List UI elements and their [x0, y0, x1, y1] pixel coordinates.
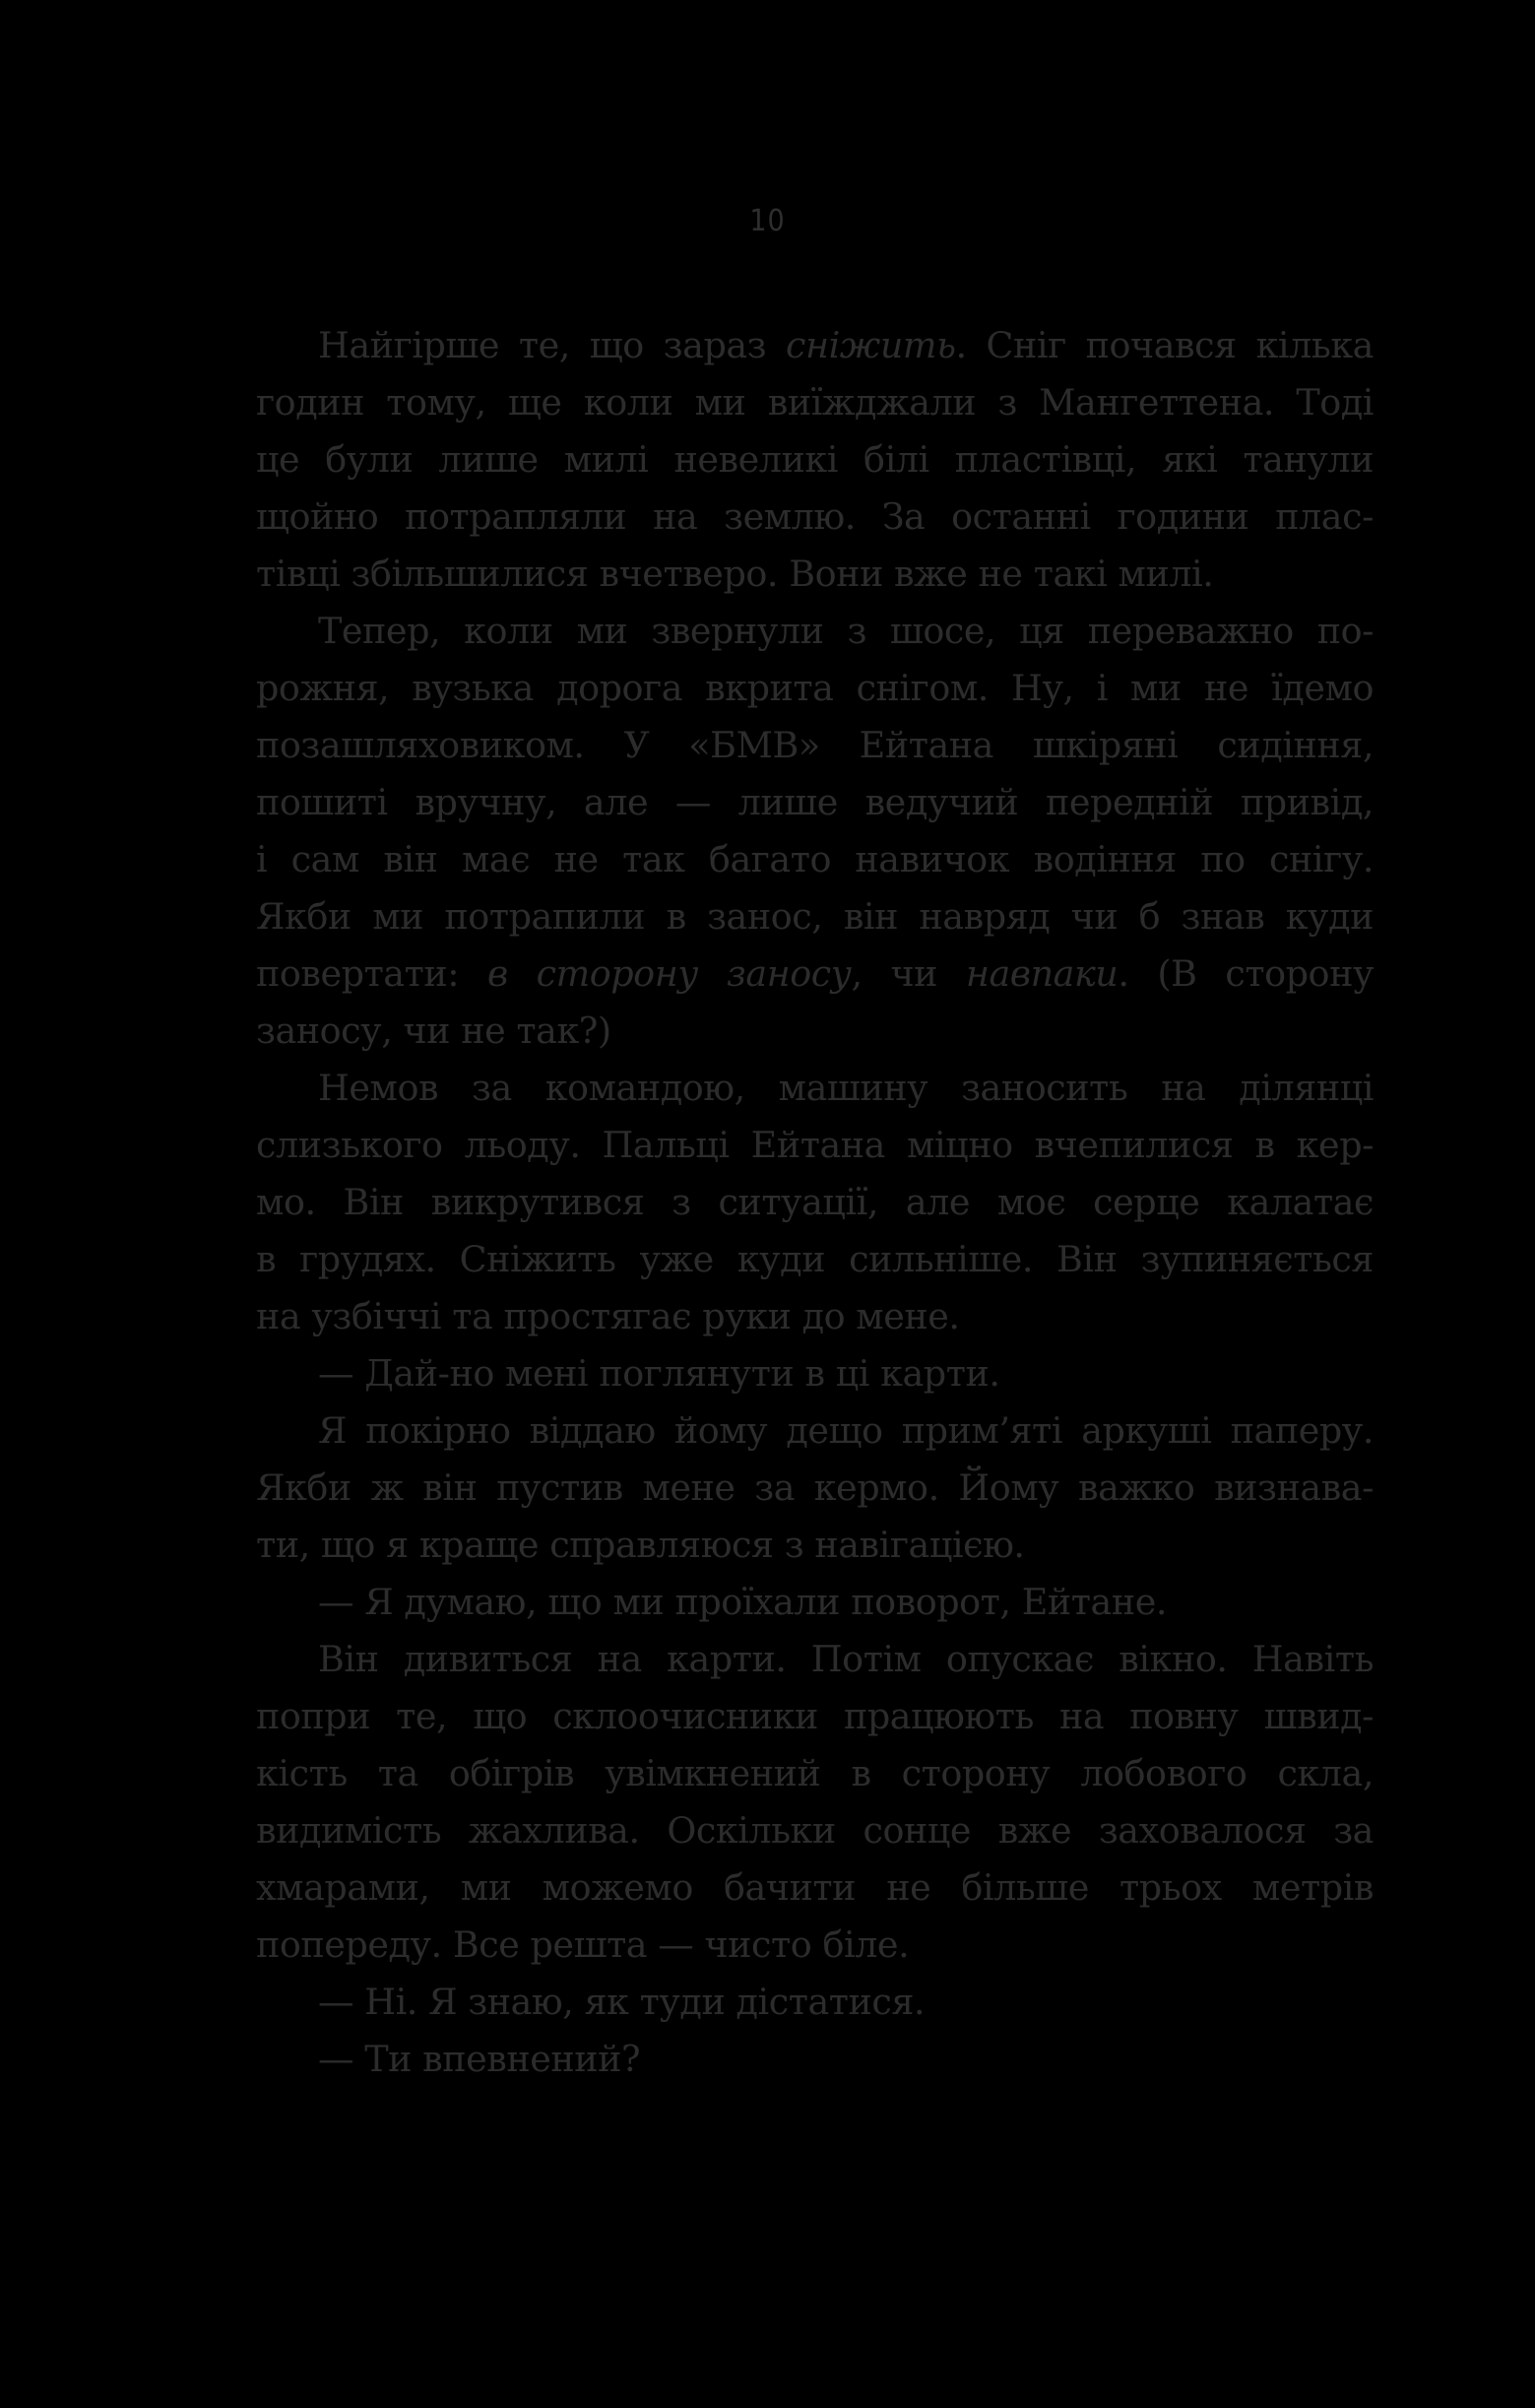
text-run: видимість жахлива. Оскільки сонце вже заховалося за [256, 1809, 1374, 1852]
text-run: Він дивиться на карти. Потім опускає вікно. Навіть [318, 1638, 1374, 1680]
text-line [256, 1917, 1374, 1974]
text-line [256, 374, 1374, 431]
text-line [256, 945, 1374, 1003]
text-line [256, 1117, 1374, 1174]
text-run: . Сніг почався кілька [955, 324, 1374, 366]
text-line [256, 1574, 1374, 1631]
text-line [256, 431, 1374, 488]
paragraph [256, 1402, 1374, 1574]
italic-text: навпаки [965, 952, 1119, 995]
text-line [256, 317, 1374, 374]
text-line [256, 546, 1374, 603]
paragraph [256, 1574, 1374, 1631]
text-run: тівці збільшилися вчетверо. Вони вже не такі милі. [256, 553, 1214, 595]
text-run: попереду. Все решта — чисто біле. [256, 1923, 910, 1966]
text-run: Немов за командою, машину заносить на ділянці [318, 1067, 1374, 1109]
text-run: ти, що я краще справляюся з навігацією. [256, 1524, 1025, 1566]
text-run: повертати: [256, 952, 487, 995]
text-run: — Я думаю, що ми проїхали поворот, Ейтане. [318, 1581, 1168, 1623]
text-line [256, 1631, 1374, 1688]
text-line [256, 488, 1374, 546]
text-line [256, 1231, 1374, 1288]
text-run: Якби ж він пустив мене за кермо. Йому важко визнава- [256, 1466, 1374, 1509]
text-run: Якби ми потрапили в занос, він навряд чи б знав куди [256, 895, 1374, 938]
text-run: хмарами, ми можемо бачити не більше трьох метрів [256, 1866, 1374, 1909]
text-line [256, 1003, 1374, 1060]
text-run: мо. Він викрутився з ситуації, але моє серце калатає [256, 1181, 1374, 1223]
text-line [256, 1974, 1374, 2031]
text-line [256, 603, 1374, 660]
text-run: попри те, що склоочисники працюють на повну швид- [256, 1695, 1374, 1737]
text-line [256, 1174, 1374, 1231]
paragraph [256, 317, 1374, 603]
text-run: Найгірше те, що зараз [318, 324, 786, 366]
text-line [256, 888, 1374, 945]
text-line [256, 831, 1374, 888]
paragraph [256, 2031, 1374, 2088]
text-line [256, 660, 1374, 717]
paragraph [256, 1345, 1374, 1402]
text-run: — Ні. Я знаю, як туди дістатися. [318, 1981, 926, 2023]
text-line [256, 1859, 1374, 1917]
paragraph [256, 1631, 1374, 1974]
text-line [256, 1745, 1374, 1802]
text-line [256, 717, 1374, 774]
text-line [256, 1288, 1374, 1345]
text-run: це були лише милі невеликі білі пластівці, які танули [256, 438, 1374, 481]
text-line [256, 1060, 1374, 1117]
text-run: Я покірно віддаю йому дещо прим’яті аркуші паперу. [318, 1409, 1374, 1452]
text-run: кість та обігрів увімкнений в сторону лобового скла, [256, 1752, 1374, 1794]
text-line [256, 1345, 1374, 1402]
text-run: годин тому, ще коли ми виїжджали з Мангеттена. Тоді [256, 381, 1374, 423]
body-text [256, 317, 1374, 2088]
text-run: — Ти впевнений? [318, 2038, 641, 2080]
text-run: і сам він має не так багато навичок водіння по снігу. [256, 838, 1374, 880]
paragraph [256, 603, 1374, 1060]
italic-text: сніжить [786, 324, 956, 366]
text-run: , чи [851, 952, 966, 995]
text-run: — Дай-но мені поглянути в ці карти. [318, 1352, 1000, 1395]
text-run: щойно потрапляли на землю. За останні години плас- [256, 495, 1374, 538]
text-run: на узбіччі та простягає руки до мене. [256, 1295, 960, 1337]
page-number: 10 [749, 204, 786, 238]
text-line [256, 1802, 1374, 1859]
text-run: слизького льоду. Пальці Ейтана міцно вчепилися в кер- [256, 1124, 1374, 1166]
text-line [256, 1688, 1374, 1745]
paragraph [256, 1974, 1374, 2031]
text-line [256, 2031, 1374, 2088]
paragraph [256, 1060, 1374, 1345]
text-line [256, 1402, 1374, 1460]
text-line [256, 774, 1374, 831]
text-run: заносу, чи не так?) [256, 1009, 611, 1052]
italic-text: в сторону заносу [486, 952, 852, 995]
text-run: Тепер, коли ми звернули з шосе, ця переважно по- [318, 610, 1374, 652]
text-run: пошиті вручну, але — лише ведучий передній привід, [256, 781, 1374, 823]
text-run: позашляховиком. У «БМВ» Ейтана шкіряні сидіння, [256, 724, 1374, 766]
text-run: . (В сторону [1118, 952, 1374, 995]
text-run: рожня, вузька дорога вкрита снігом. Ну, і ми не їдемо [256, 667, 1374, 709]
text-run: в грудях. Сніжить уже куди сильніше. Він зупиняється [256, 1238, 1374, 1280]
text-line [256, 1460, 1374, 1517]
text-line [256, 1517, 1374, 1574]
